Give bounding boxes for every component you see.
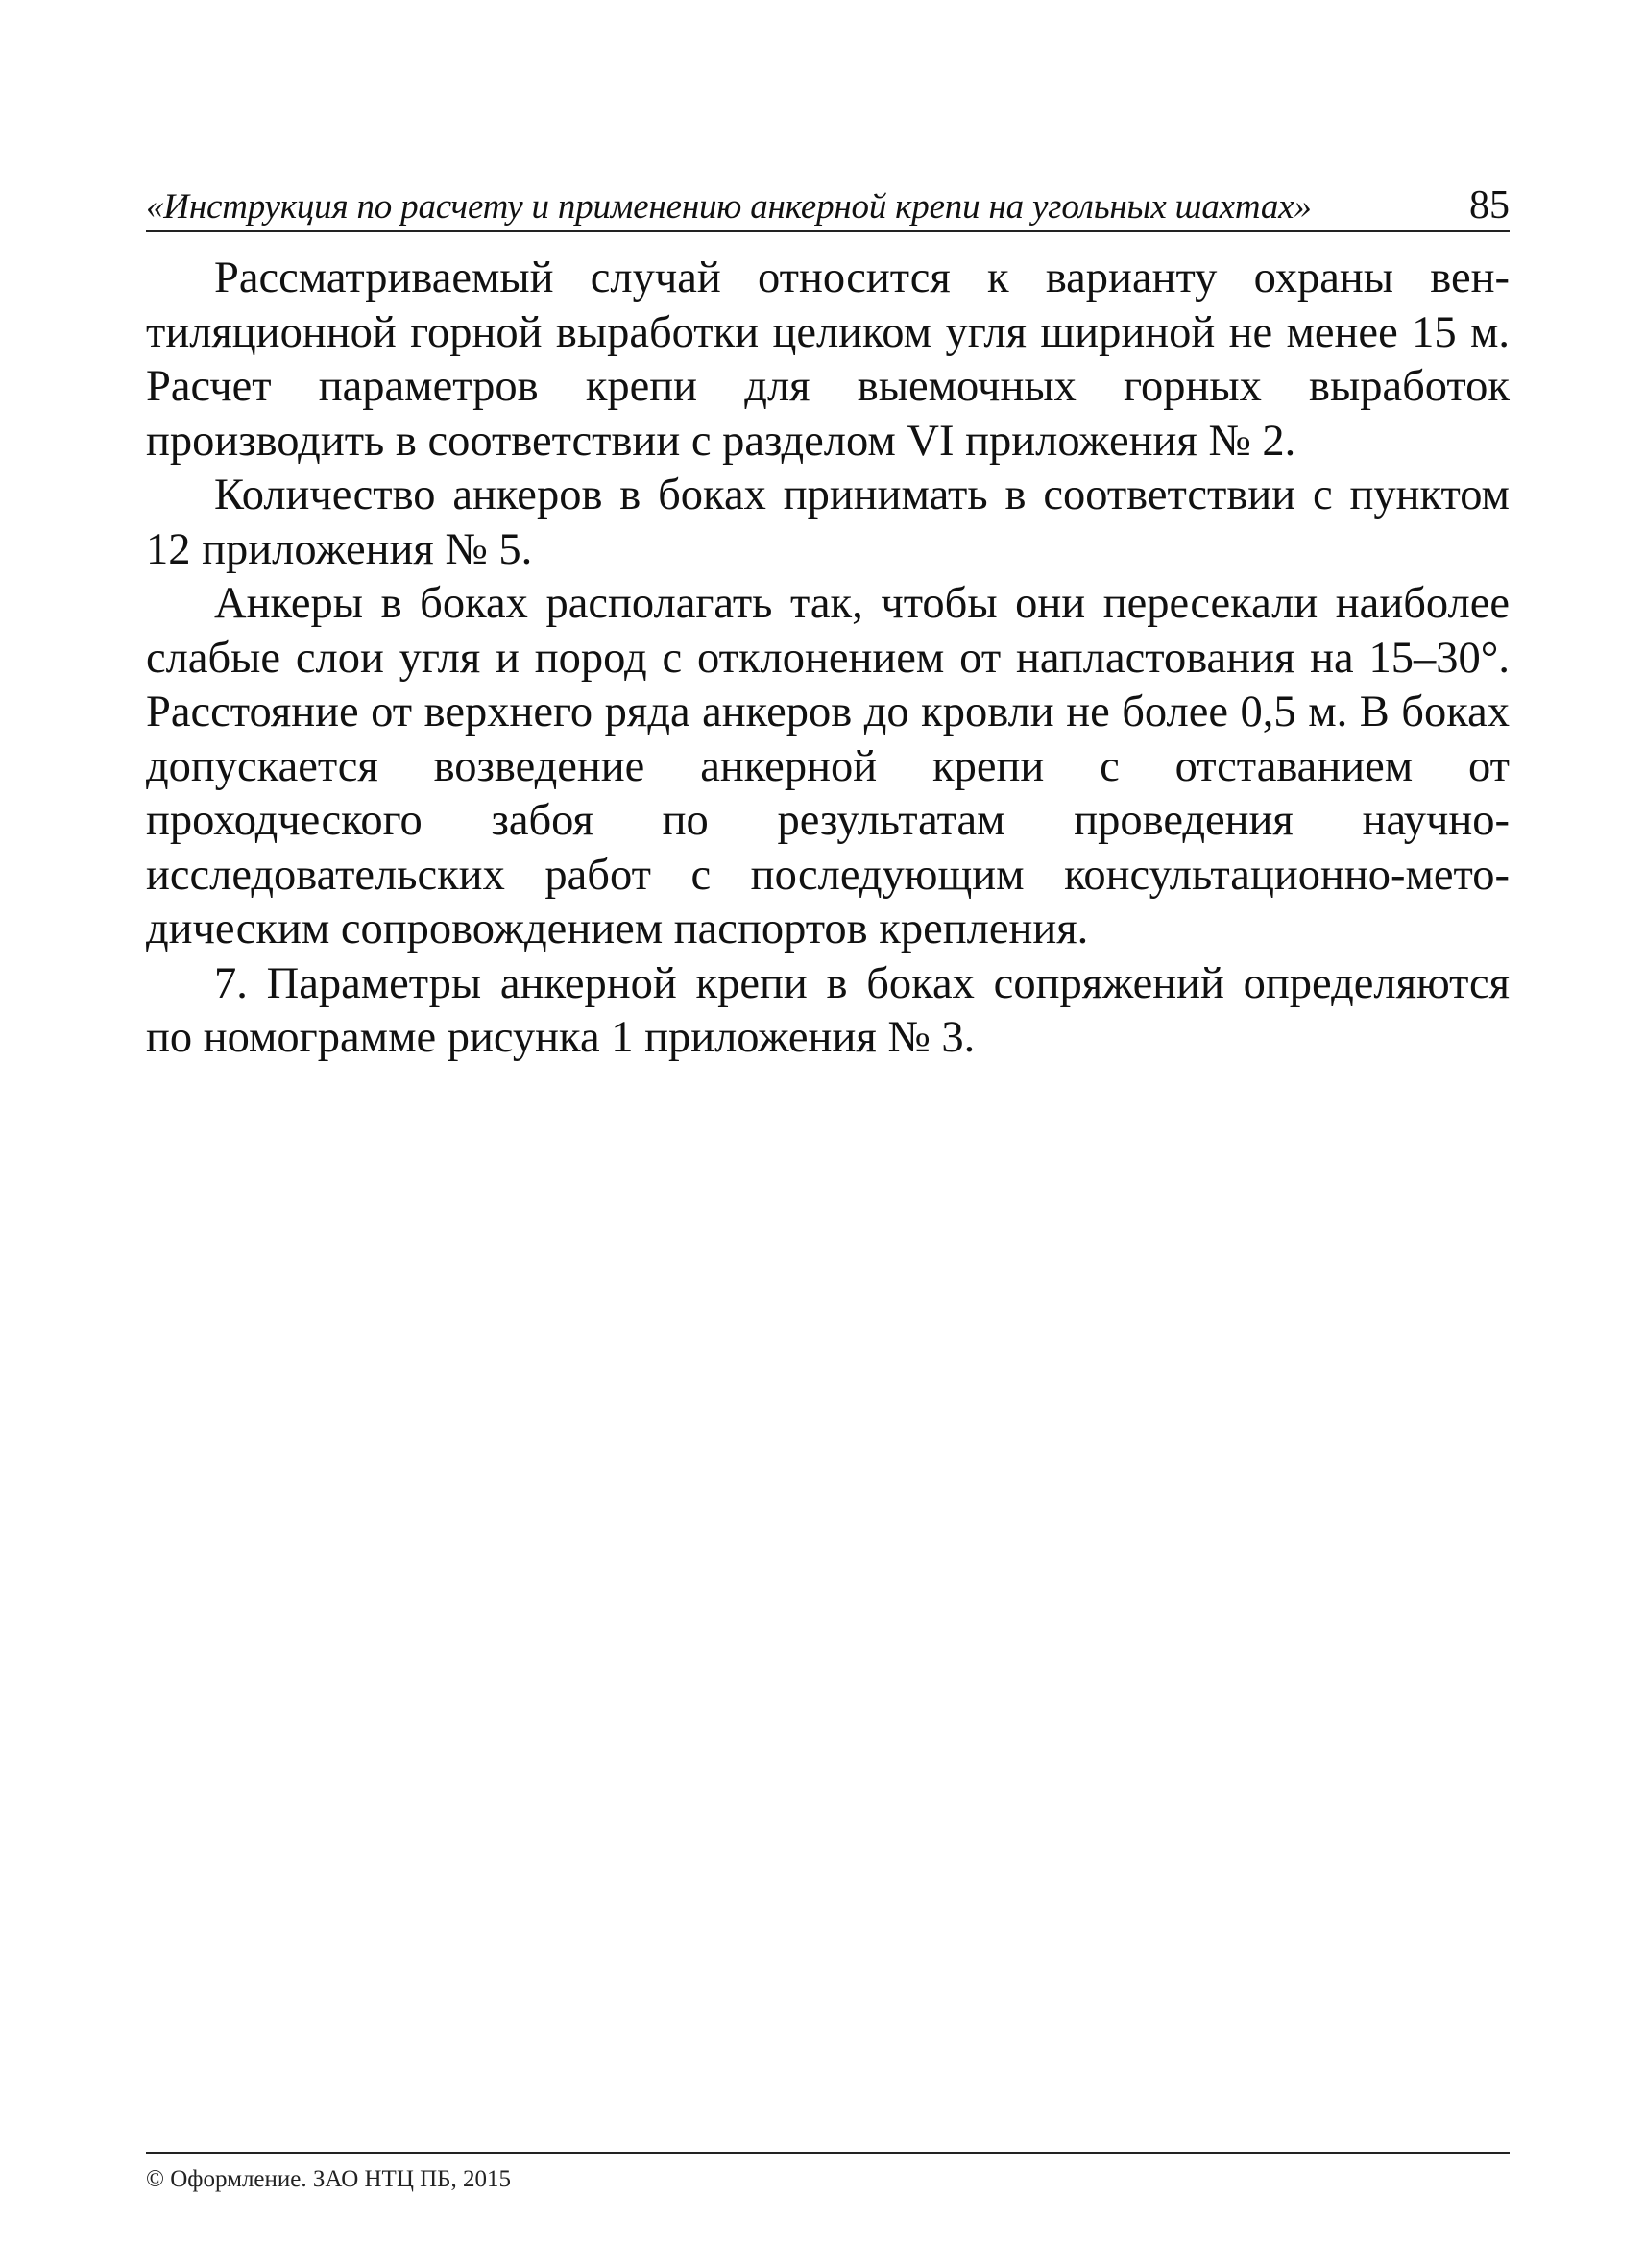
running-header: [146, 181, 1510, 232]
page-number: 85: [1469, 183, 1510, 228]
body-text: [146, 252, 1510, 1066]
copyright-footer: © Оформление. ЗАО НТЦ ПБ, 2015: [146, 2166, 512, 2192]
running-title: «Инструкция по расчету и применению анкерной крепи на угольных шахтах»: [146, 187, 1312, 227]
paragraph: Количество анкеров в боках принимать в соответствии с пунктом 12 приложения № 5.: [146, 470, 1510, 574]
paragraph: Анкеры в боках располагать так, чтобы они пересекали наиболее слабые слои угля и пород с отклонением от напластования на 15–30°. Расстояние от верхнего ряда анкеров до кровли не более 0,5 м. В боках допускается возведение анкерной крепи с отставанием от проходческого забоя по результатам проведения научно-исследовательских работ с последующим консультационно-методическим сопровождением паспортов крепления.: [146, 579, 1510, 953]
paragraph: 7. Параметры анкерной крепи в боках сопряжений определяются по номограмме рисунка 1 приложения № 3.: [146, 958, 1510, 1062]
paragraph: Рассматриваемый случай относится к варианту охраны вентиляционной горной выработки целиком угля шириной не менее 15 м. Расчет параметров крепи для выемочных горных выработок производить в соответствии с разделом VI приложения № 2.: [146, 253, 1510, 466]
footer-divider: [146, 2152, 1510, 2154]
